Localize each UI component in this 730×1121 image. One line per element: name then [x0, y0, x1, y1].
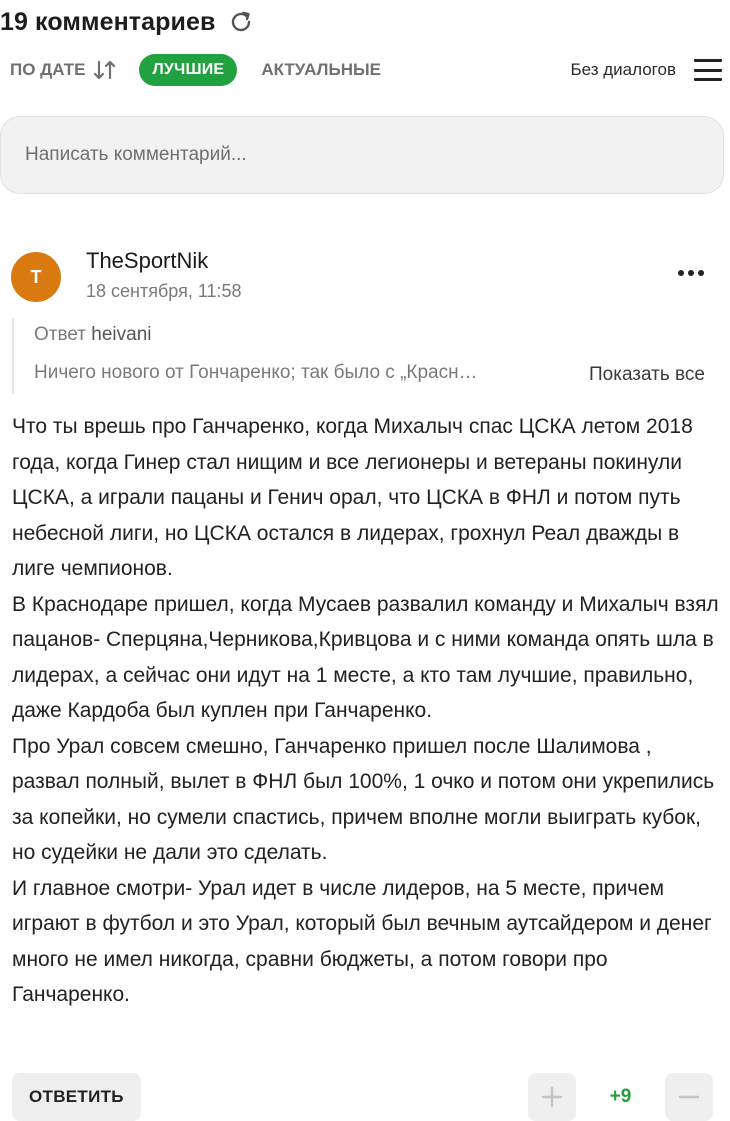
- sort-best-button[interactable]: ЛУЧШИЕ: [139, 54, 237, 86]
- sort-arrows-icon: [93, 60, 117, 80]
- sort-bar: [10, 54, 722, 86]
- avatar[interactable]: T: [11, 252, 61, 302]
- comments-header: [0, 4, 255, 40]
- minus-icon: [677, 1085, 701, 1109]
- sort-actual-button[interactable]: АКТУАЛЬНЫЕ: [261, 60, 381, 79]
- comment-body: [12, 409, 724, 1013]
- sort-by-date-label: ПО ДАТЕ: [10, 60, 86, 79]
- show-all-link[interactable]: Показать все: [589, 364, 705, 385]
- comment-paragraph: Что ты врешь про Ганчаренко, когда Михалыч спас ЦСКА летом 2018 года, когда Гинер стал нищим и все легионеры и ветераны покинули ЦСКА, а играли пацаны и Генич орал, что ЦСКА в ФНЛ и потом путь небесной лиги, но ЦСКА остался в лидерах, грохнул Реал дважды в лиге чемпионов.: [12, 415, 693, 580]
- comment-score: +9: [609, 1086, 632, 1107]
- view-options: [570, 59, 722, 81]
- comment-paragraph: Про Урал совсем смешно, Ганчаренко пришел после Шалимова , развал полный, вылет в ФНЛ был 100%, 1 очко и потом они укрепились за копейки, но сумели спастись, причем вполне могли выиграть кубок, но судейки не дали это сделать.: [12, 734, 715, 864]
- comment-input[interactable]: Написать комментарий...: [0, 116, 724, 194]
- menu-icon[interactable]: [694, 59, 722, 81]
- reply-quote-header: [34, 324, 152, 346]
- reply-button[interactable]: ОТВЕТИТЬ: [12, 1073, 141, 1121]
- plus-icon: [540, 1085, 564, 1109]
- more-options-icon[interactable]: [678, 270, 704, 276]
- comment-date: 18 сентября, 11:58: [86, 281, 242, 301]
- comment-author[interactable]: TheSportNik: [86, 248, 209, 273]
- refresh-icon[interactable]: [227, 8, 255, 36]
- quoted-text: Ничего нового от Гончаренко; так было с „Красн…: [34, 362, 478, 383]
- no-dialogs-toggle[interactable]: Без диалогов: [570, 60, 676, 79]
- reply-to-label: Ответ: [34, 324, 86, 345]
- comment-paragraph: В Краснодаре пришел, когда Мусаев развалил команду и Михалыч взял пацанов- Сперцяна,Черникова,Кривцова и с ними команда опять шла в лидерах, а сейчас они идут на 1 месте, а кто там лучшие, правильно, даже Кардоба был куплен при Ганчаренко.: [12, 592, 719, 722]
- comments-count-title: 19 комментариев: [0, 7, 216, 36]
- reply-quote[interactable]: [12, 318, 714, 394]
- sort-by-date-button[interactable]: [10, 60, 117, 80]
- reply-to-user[interactable]: heivani: [91, 324, 152, 345]
- comment-paragraph: И главное смотри- Урал идет в числе лидеров, на 5 месте, причем играют в футбол и это Урал, который был вечным аутсайдером и денег много не имел никогда, сравни бюджеты, а потом говори про Ганчаренко.: [12, 876, 712, 1006]
